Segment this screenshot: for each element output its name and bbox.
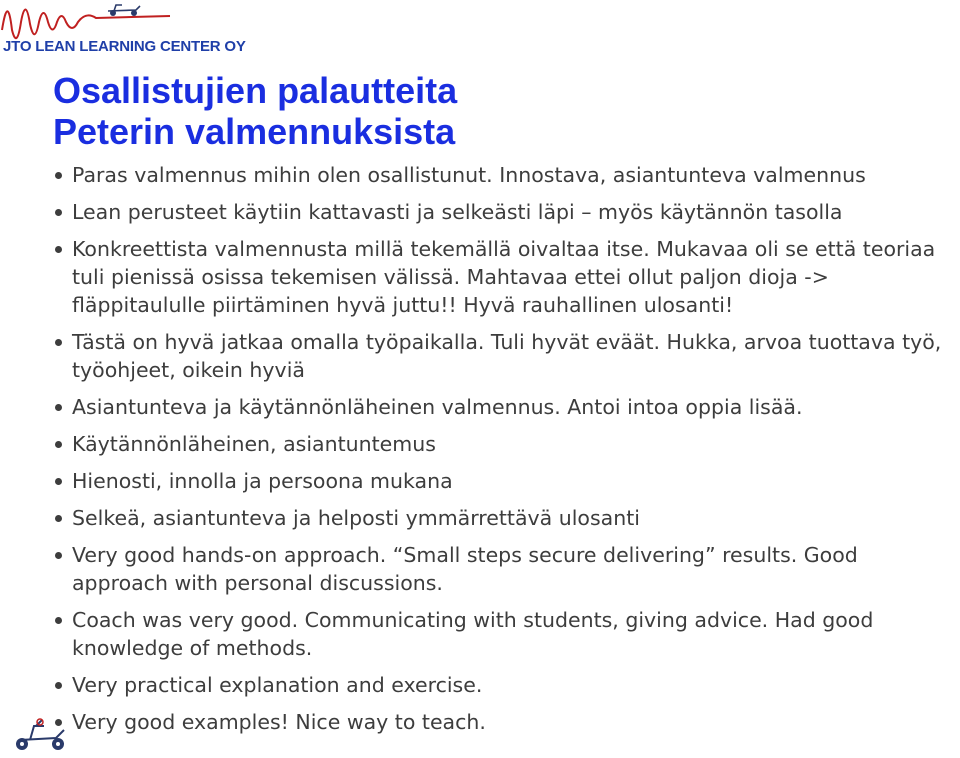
feedback-text: Very good examples! Nice way to teach. <box>72 710 486 734</box>
feedback-item <box>50 467 955 495</box>
feedback-text: Very practical explanation and exercise. <box>72 673 483 697</box>
feedback-text: Lean perusteet käytiin kattavasti ja selkeästi läpi – myös käytännön tasolla <box>72 200 843 224</box>
bullet-icon <box>55 246 62 253</box>
go-kart-icon <box>108 5 140 16</box>
feedback-text: Selkeä, asiantunteva ja helposti ymmärrettävä ulosanti <box>72 506 640 530</box>
feedback-text: Konkreettista valmennusta millä tekemällä oivaltaa itse. Mukavaa oli se että teoriaa tuli pienissä osissa tekemisen välissä. Mahtavaa ettei ollut paljon dioja -> fläppitaululle piirtäminen hyvä juttu!! Hyvä rauhallinen ulosanti! <box>72 237 936 317</box>
bullet-icon <box>55 172 62 179</box>
bullet-icon <box>55 339 62 346</box>
title-line-1: Osallistujien palautteita <box>53 70 458 111</box>
go-kart-illustration-icon <box>6 716 76 756</box>
feedback-item <box>50 393 955 421</box>
bullet-icon <box>55 209 62 216</box>
feedback-text: Very good hands-on approach. “Small steps secure delivering” results. Good approach with personal discussions. <box>72 543 858 595</box>
title-line-2: Peterin valmennuksista <box>53 111 456 152</box>
feedback-text: Tästä on hyvä jatkaa omalla työpaikalla. Tuli hyvät eväät. Hukka, arvoa tuottava työ, työohjeet, oikein hyviä <box>72 330 942 382</box>
feedback-item <box>50 708 955 736</box>
feedback-text: Hienosti, innolla ja persoona mukana <box>72 469 453 493</box>
feedback-text: Käytännönläheinen, asiantuntemus <box>72 432 436 456</box>
feedback-item <box>50 430 955 458</box>
bullet-icon <box>55 617 62 624</box>
bullet-icon <box>55 441 62 448</box>
feedback-item <box>50 671 955 699</box>
feedback-item <box>50 161 955 189</box>
header-wave-graphic <box>0 0 250 42</box>
feedback-item <box>50 606 955 662</box>
bullet-icon <box>55 478 62 485</box>
feedback-item <box>50 198 955 226</box>
bullet-icon <box>55 404 62 411</box>
page-title <box>53 70 457 152</box>
feedback-item <box>50 504 955 532</box>
bullet-icon <box>55 515 62 522</box>
organization-name: JTO LEAN LEARNING CENTER OY <box>3 38 246 55</box>
feedback-list <box>50 161 955 745</box>
feedback-text: Paras valmennus mihin olen osallistunut. Innostava, asiantunteva valmennus <box>72 163 866 187</box>
feedback-item <box>50 541 955 597</box>
feedback-item <box>50 328 955 384</box>
bullet-icon <box>55 552 62 559</box>
feedback-text: Asiantunteva ja käytännönläheinen valmennus. Antoi intoa oppia lisää. <box>72 395 803 419</box>
bullet-icon <box>55 682 62 689</box>
feedback-item <box>50 235 955 319</box>
feedback-text: Coach was very good. Communicating with students, giving advice. Had good knowledge of methods. <box>72 608 874 660</box>
